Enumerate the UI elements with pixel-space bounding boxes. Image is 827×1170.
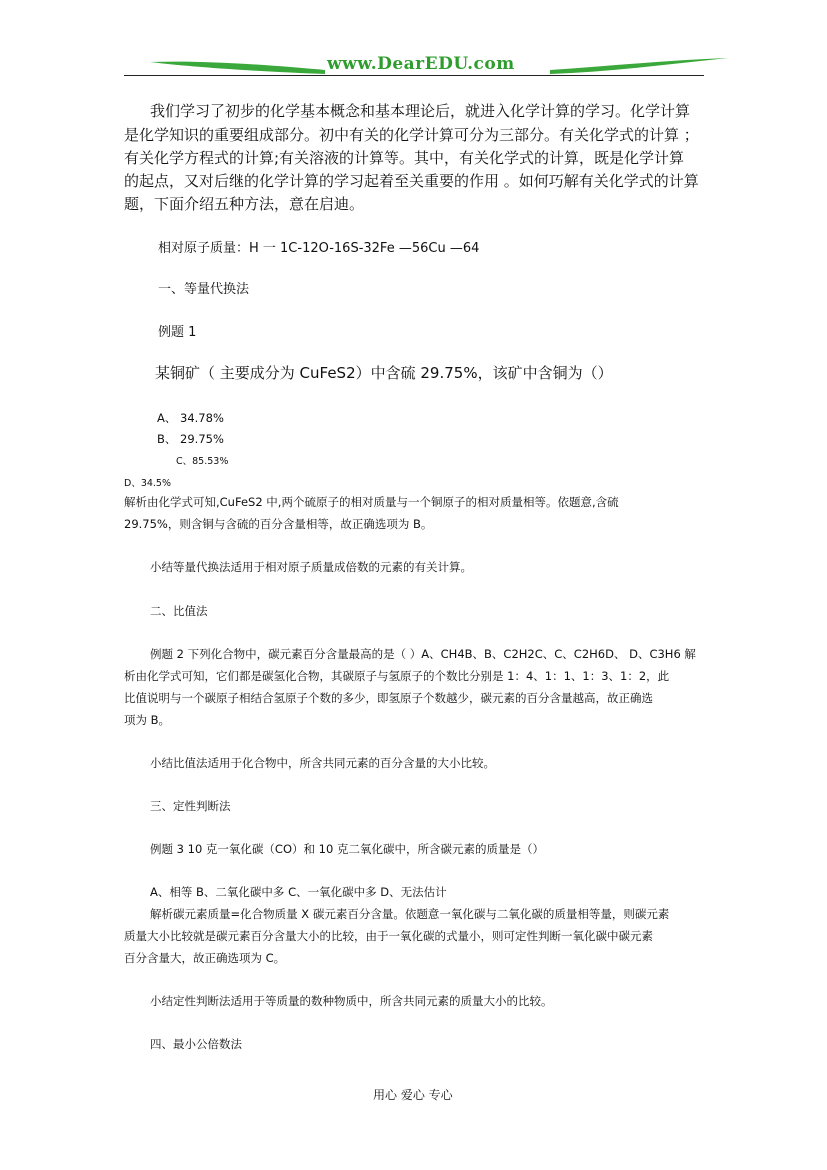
section3-analysis-3: 百分含量大，故正确选项为 C。 <box>124 951 286 965</box>
section2-title: 二、比值法 <box>150 604 208 618</box>
section3-analysis-1: 解析碳元素质量=化合物质量 X 碳元素百分含量。依题意一氧化碳与二氧化碳的质量相等量，则碳元素 <box>150 907 670 921</box>
section1-analysis-2: 29.75%，则含铜与含硫的百分含量相等，故正确选项为 B。 <box>124 517 433 531</box>
section3-summary: 小结定性判断法适用于等质量的数种物质中，所含共同元素的质量大小的比较。 <box>150 994 553 1008</box>
section1-question: 某铜矿（ 主要成分为 CuFeS2）中含硫 29.75%，该矿中含铜为（） <box>155 364 613 382</box>
section2-body-1: 例题 2 下列化合物中，碳元素百分含量最高的是（ ）A、CH4B、B、C2H2C、C、C2H6D、 D、C3H6 解 <box>150 647 696 661</box>
section2-body-4: 项为 B。 <box>124 713 171 727</box>
section2-body-3: 比值说明与一个碳原子相结合氢原子个数的多少，即氢原子个数越少，碳元素的百分含量越高，故正确选 <box>124 691 653 705</box>
intro-line-5: 题，下面介绍五种方法，意在启迪。 <box>124 195 365 213</box>
section3-title: 三、定性判断法 <box>150 799 231 813</box>
intro-line-4: 的起点，又对后继的化学计算的学习起着至关重要的作用 。如何巧解有关化学式的计算 <box>124 172 699 190</box>
section2-body-2: 析由化学式可知，它们都是碳氢化合物，其碳原子与氢原子的个数比分别是 1：4、1：1、1：3、1：2，此 <box>124 669 670 683</box>
section2-summary: 小结比值法适用于化合物中，所含共同元素的百分含量的大小比较。 <box>150 756 495 770</box>
intro-line-1: 我们学习了初步的化学基本概念和基本理论后，就进入化学计算的学习。化学计算 <box>150 102 691 120</box>
section1-example-label: 例题 1 <box>158 325 197 340</box>
page-footer: 用心 爱心 专心 <box>373 1088 453 1102</box>
section3-options: A、相等 B、二氧化碳中多 C、一氧化碳中多 D、无法估计 <box>150 885 447 899</box>
section1-option-a: A、 34.78% <box>157 411 224 425</box>
section3-question: 例题 3 10 克一氧化碳（CO）和 10 克二氧化碳中，所含碳元素的质量是（） <box>150 842 544 856</box>
header-divider <box>124 75 704 76</box>
section1-title: 一、等量代换法 <box>158 282 250 297</box>
site-name: www.DearEDU.com <box>327 54 515 74</box>
atomic-mass-line: 相对原子质量：H 一 1C-12O-16S-32Fe —56Cu —64 <box>158 241 480 256</box>
intro-line-2: 是化学知识的重要组成部分。初中有关的化学计算可分为三部分。有关化学式的计算 ； <box>124 126 699 144</box>
section1-option-d: D、34.5% <box>124 478 171 489</box>
section1-option-b: B、 29.75% <box>157 432 224 446</box>
section1-option-c: C、85.53% <box>176 456 229 467</box>
intro-line-3: 有关化学方程式的计算;有关溶液的计算等。其中，有关化学式的计算，既是化学计算 <box>124 149 685 167</box>
section1-analysis-1: 解析由化学式可知,CuFeS2 中,两个硫原子的相对质量与一个铜原子的相对质量相等。依题意,含硫 <box>124 495 619 509</box>
section1-summary: 小结等量代换法适用于相对原子质量成倍数的元素的有关计算。 <box>150 560 472 574</box>
section4-title: 四、最小公倍数法 <box>150 1037 242 1051</box>
section3-analysis-2: 质量大小比较就是碳元素百分含量大小的比较，由于一氧化碳的式量小，则可定性判断一氧化碳中碳元素 <box>124 929 653 943</box>
